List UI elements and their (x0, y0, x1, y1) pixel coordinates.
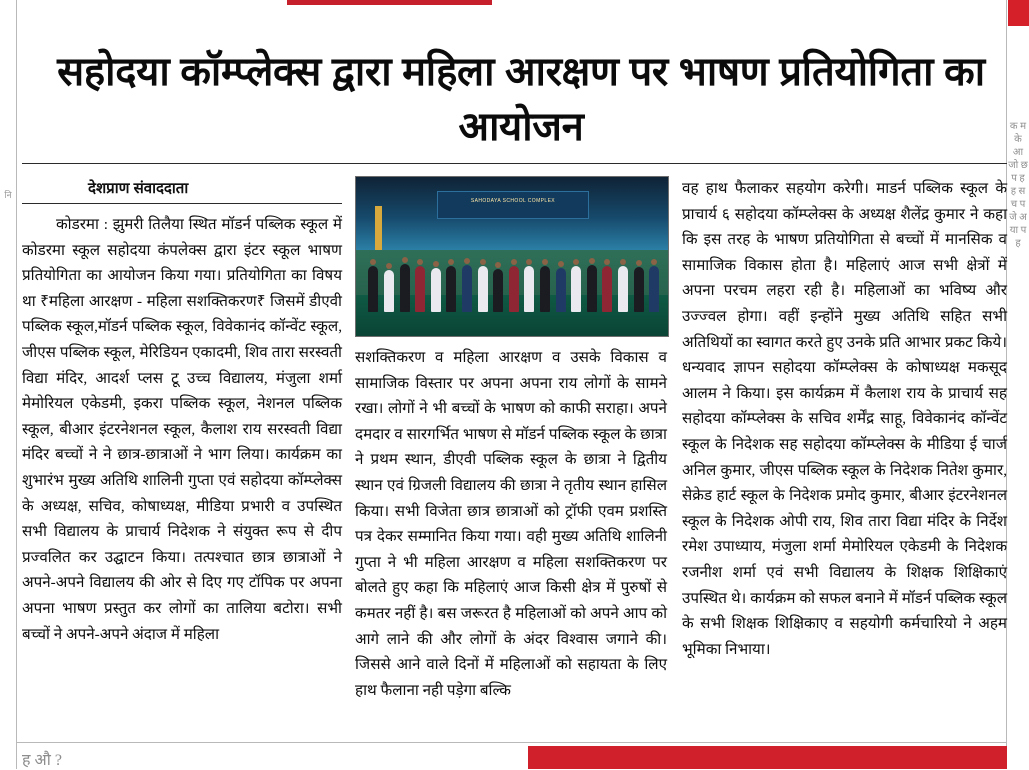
bottom-divider (16, 742, 1007, 743)
photo-stage-banner (437, 191, 589, 218)
paragraph: वह हाथ फैलाकर सहयोग करेगी। माडर्न पब्लिक स्कूल के प्राचार्य ६ सहोदया कॉम्प्लेक्स के अध्यक्ष शैलेंद्र कुमार ने कहा कि इस तरह के भाषण प्रतियोगिता से बच्चों में मानसिक व सामाजिक विकास होता है। महिलाएं आज सभी क्षेत्रों में अपना परचम लहरा रही है। महिलाओं का भविष्य और उज्ज्वल होगा। वहीं इन्होंने मुख्य अतिथि सहित सभी अतिथियों का स्वागत करते हुए उनके प्रति आभार प्रकट किये। धन्यवाद ज्ञापन सहोदया कॉम्प्लेक्स के कोषाध्यक्ष मकसूद आलम ने किया। इस कार्यक्रम में कैलाश राय के प्राचार्य सह सहोदया कॉम्प्लेक्स के सचिव शर्मेंद्र साहू, विवेकानंद कॉन्वेंट स्कूल के निदेशक सह सहोदया कॉम्प्लेक्स के मीडिया ई चार्ज अनिल कुमार, जीएस पब्लिक स्कूल के निदेशक नितेश कुमार, सेक्रेड हार्ट स्कूल के निदेशक प्रमोद कुमार, बीआर इंटरनेशनल स्कूल के निदेशक ओपी राय, शिव तारा विद्या मंदिर के निर्देश रमेश उपाध्याय, मंजुला शर्मा मेमोरियल एकेडमी के निदेशक रजनीश शर्मा एवं सभी विद्यालय के शिक्षक शिक्षिकाएं उपस्थित थे। कार्यक्रम को सफल बनाने में मॉडर्न पब्लिक स्कूल के सभी शिक्षक शिक्षिकाए व सहयोगी कर्मचारियो ने अहम भूमिका निभाया। (682, 180, 1007, 658)
article-column-2 (355, 345, 667, 703)
bottom-red-banner (528, 746, 1007, 769)
bottom-left-ghost-text: ह औ ? (22, 752, 62, 769)
article-column-1 (22, 212, 342, 647)
byline: देशप्राण संवाददाता (88, 180, 189, 197)
paragraph: कोडरमा : झुमरी तिलैया स्थित मॉडर्न पब्लिक स्कूल में कोडरमा स्कूल सहोदया कंपलेक्स द्वारा इंटर स्कूल भाषण प्रतियोगिता का आयोजन किया गया। प्रतियोगिता का विषय था ₹महिला आरक्षण - महिला सशक्तिकरण₹ जिसमें डीएवी पब्लिक स्कूल,मॉडर्न पब्लिक स्कूल, विवेकानंद कॉन्वेंट स्कूल, जीएस पब्लिक स्कूल, मेरिडियन एकादमी, शिव तारा सरस्वती विद्या मंदिर, आदर्श प्लस टू उच्च विद्यालय, मंजुला शर्मा मेमोरियल एकेडमी, इकरा पब्लिक स्कूल, नेशनल पब्लिक स्कूल, बीआर इंटरनेशनल स्कूल, कैलाश राय सरस्वती विद्या मंदिर बच्चों ने ने छात्र-छात्राओं ने भाग लिया। कार्यक्रम का शुभारंभ मुख्य अतिथि शालिनी गुप्ता एवं सहोदया कॉम्प्लेक्स के अध्यक्ष, सचिव, कोषाध्यक्ष, मीडिया प्रभारी व उपस्थित सभी विद्यालय के प्राचार्य निदेशक ने संयुक्त रूप से दीप प्रज्वलित कर उद्घाटन किया। तत्पश्चात छात्र छात्राओं ने अपने-अपने विद्यालय की ओर से दिए गए टॉपिक पर अपना अपना भाषण प्रस्तुत कर लोगों का तालिया बटोरा। सभी बच्चों ने अपने-अपने अंदाज में महिला (22, 216, 342, 643)
byline-divider (22, 203, 342, 204)
right-edge-ghost-text: क म के आ जो छ प ह ह स च प जे अ या प ह (1008, 121, 1028, 249)
right-edge-red-bar (1008, 0, 1029, 26)
top-red-marker (287, 0, 492, 5)
photo-banner-text: SAHODAYA SCHOOL COMPLEX (470, 198, 556, 205)
article-photo (355, 176, 669, 337)
left-edge-ghost-text: नि (4, 190, 12, 200)
headline-divider (22, 163, 1007, 164)
article-column-3 (682, 176, 1007, 662)
photo-group-of-people (356, 225, 668, 312)
page-title: सहोदया कॉम्प्लेक्स द्वारा महिला आरक्षण पर भाषण प्रतियोगिता का आयोजन (57, 49, 985, 149)
right-edge-column (1006, 0, 1029, 769)
paragraph: सशक्तिकरण व महिला आरक्षण व उसके विकास व सामाजिक विस्तार पर अपना अपना राय लोगों के सामने रखा। लोगों ने भी बच्चों के भाषण को काफी सराहा। अपने दमदार व सारगर्भित भाषण से मॉडर्न पब्लिक स्कूल के छात्रा ने प्रथम स्थान, डीएवी पब्लिक स्कूल के छात्रा ने द्वितीय स्थान एवं ग्रिजली विद्यालय की छात्रा ने तृतीय स्थान हासिल किया। सभी विजेता छात्र छात्राओं को ट्रॉफी एवम प्रशस्ति पत्र देकर सम्मानित किया गया। वही मुख्य अतिथि शालिनी गुप्ता ने भी महिला आरक्षण व महिला सशक्तिकरण पर बोलते हुए कहा कि महिलाएं आज किसी क्षेत्र में पुरुषों से कमतर नहीं है। बस जरूरत है महिलाओं को अपने आप को आगे लाने की और लोगों के अंदर विश्वास जगाने की। जिससे आने वाले दिनों में महिलाओं को सहायता के लिए हाथ फैलाना नही पड़ेगा बल्कि (355, 349, 667, 699)
left-edge-column (0, 0, 17, 769)
